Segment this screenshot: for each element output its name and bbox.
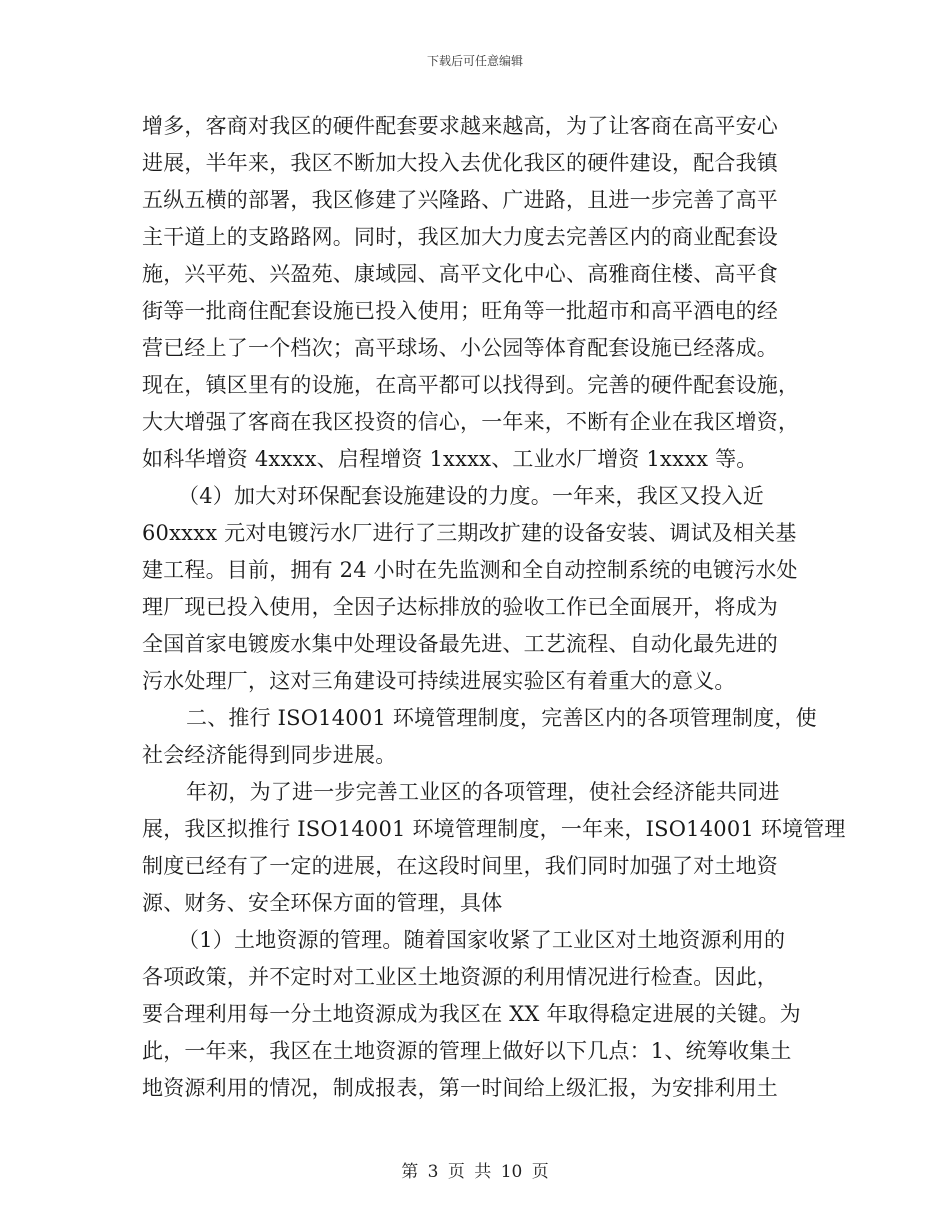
text-line: 污水处理厂，这对三角建设可持续进展实验区有着重大的意义。 [142,669,736,693]
text-line: 全国首家电镀废水集中处理设备最先进、工艺流程、自动化最先进的 [142,632,778,656]
text-line: 此，一年来，我区在土地资源的管理上做好以下几点：1、统筹收集土 [142,1039,792,1063]
text-line: 主干道上的支路路网。同时，我区加大力度去完善区内的商业配套设 [142,225,778,249]
paragraph-start-line: （1）土地资源的管理。随着国家收紧了工业区对土地资源利用的 [178,928,786,952]
text-line: 建工程。目前，拥有 24 小时在先监测和全自动控制系统的电镀污水处 [142,558,798,582]
text-line: 制度已经有了一定的进展，在这段时间里，我们同时加强了对土地资 [142,854,778,878]
text-line: 理厂现已投入使用，全因子达标排放的验收工作已全面展开，将成为 [142,595,778,619]
text-line: 现在，镇区里有的设施，在高平都可以找得到。完善的硬件配套设施， [142,373,800,397]
body-text [142,108,846,1107]
section-heading-line: 二、推行 ISO14001 环境管理制度，完善区内的各项管理制度，使 [186,706,817,730]
page-header: 下载后可任意编辑 [426,54,523,68]
text-line: 如科华增资 4xxxx、启程增资 1xxxx、工业水厂增资 1xxxx 等。 [142,447,758,471]
text-line: 大大增强了客商在我区投资的信心，一年来，不断有企业在我区增资， [142,410,800,434]
text-line: 60xxxx 元对电镀污水厂进行了三期改扩建的设备安装、调试及相关基 [142,521,797,545]
text-line: 展，我区拟推行 ISO14001 环境管理制度，一年来，ISO14001 环境管理 [142,817,846,841]
text-line: 要合理利用每一分土地资源成为我区在 XX 年取得稳定进展的关键。为 [142,1002,801,1026]
text-line: 街等一批商住配套设施已投入使用；旺角等一批超市和高平酒电的经 [142,299,778,323]
text-line: 各项政策，并不定时对工业区土地资源的利用情况进行检查。因此， [142,965,778,989]
section-heading-line: 社会经济能得到同步进展。 [142,743,397,767]
paragraph-start-line: （4）加大对环保配套设施建设的力度。一年来，我区又投入近 [178,484,764,508]
text-line: 地资源利用的情况，制成报表，第一时间给上级汇报，为安排利用土 [142,1076,778,1100]
text-line: 进展，半年来，我区不断加大投入去优化我区的硬件建设，配合我镇 [142,151,778,175]
text-line: 五纵五横的部署，我区修建了兴隆路、广进路，且进一步完善了高平 [142,188,778,212]
text-line: 增多，客商对我区的硬件配套要求越来越高，为了让客商在高平安心 [142,114,778,138]
paragraph-start-line: 年初，为了进一步完善工业区的各项管理，使社会经济能共同进 [186,780,780,804]
text-line: 营已经上了一个档次；高平球场、小公园等体育配套设施已经落成。 [142,336,778,360]
text-line: 源、财务、安全环保方面的管理，具体 [142,891,503,915]
text-line: 施，兴平苑、兴盈苑、康域园、高平文化中心、高雅商住楼、高平食 [142,262,778,286]
page-number-footer: 第 3 页 共 10 页 [401,1162,549,1182]
